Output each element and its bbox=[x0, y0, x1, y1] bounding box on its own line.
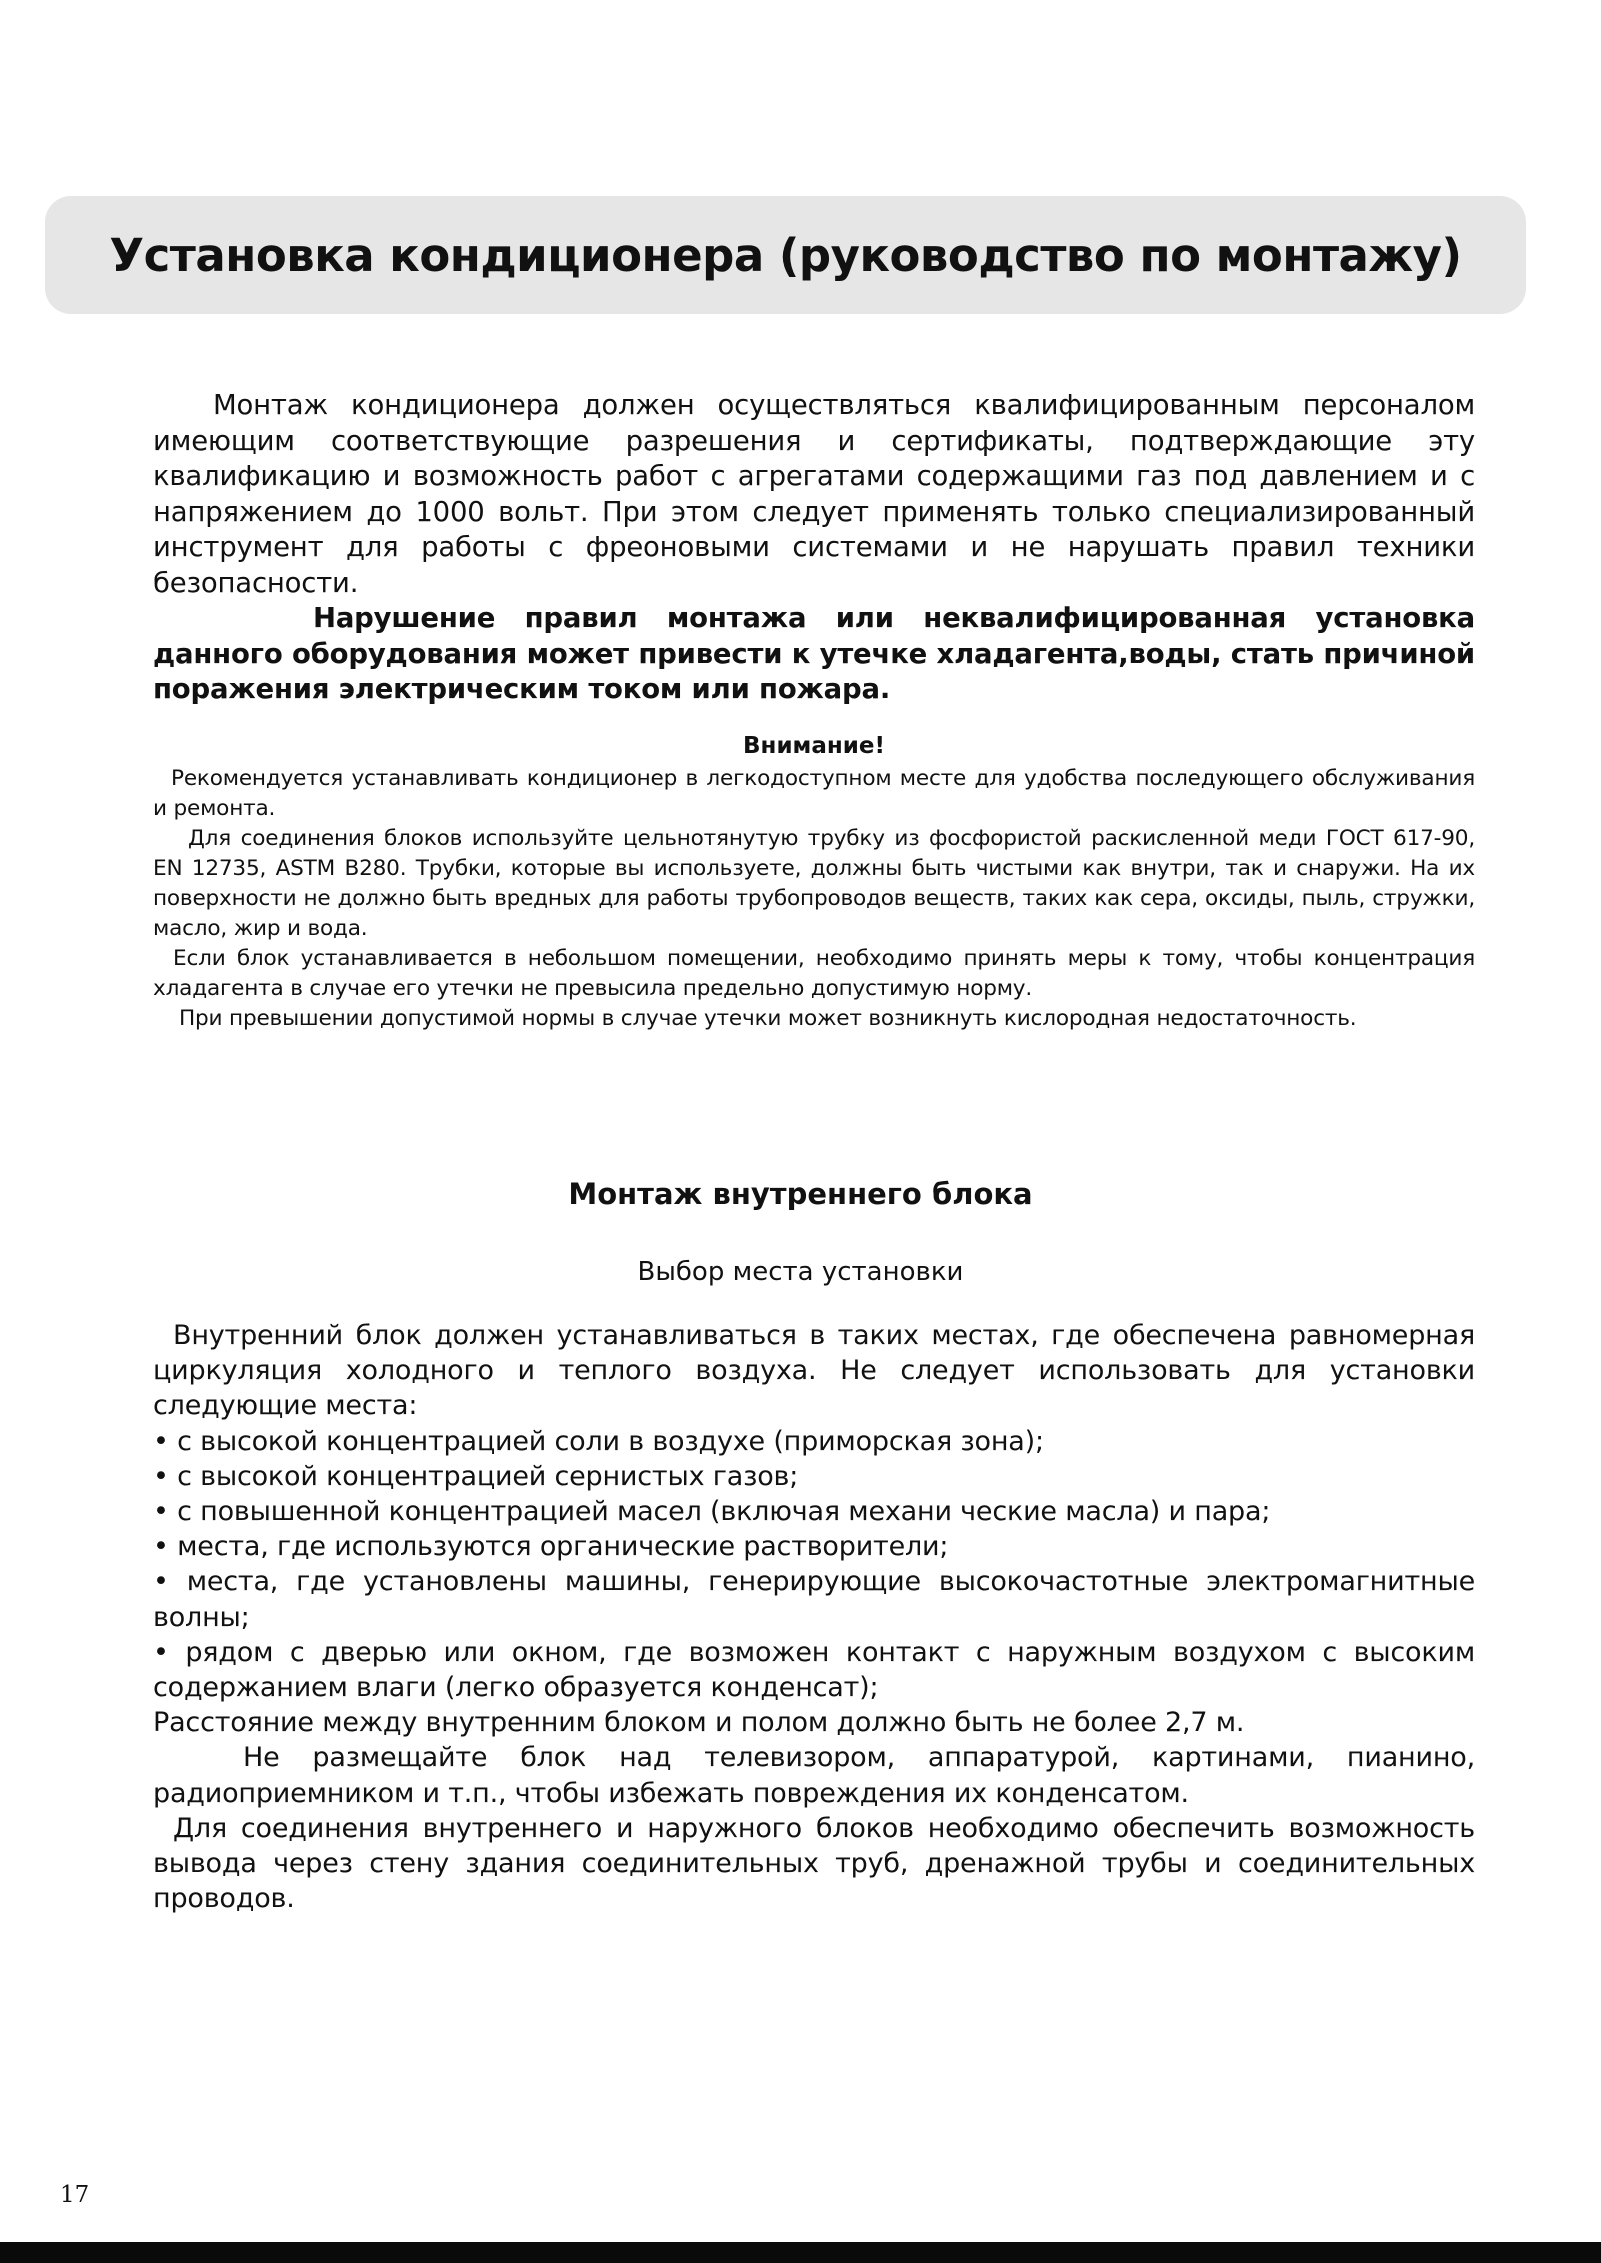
indoor-unit-section bbox=[153, 1318, 1475, 1916]
intro-paragraph: Монтаж кондиционера должен осуществляться квалифицированным персоналом имеющим соответствующие разрешения и сертификаты, подтверждающие эту квалификацию и возможность работ с агрегатами содержащими газ под давлением и с напряжением до 1000 вольт. При этом следует применять только специализированный инструмент для работы с фреоновыми системами и не нарушать правил техники безопасности. bbox=[153, 389, 1475, 599]
list-item: • с высокой концентрацией сернистых газов; bbox=[153, 1460, 799, 1492]
list-item: • с высокой концентрацией соли в воздухе (приморская зона); bbox=[153, 1425, 1044, 1457]
list-item: • места, где установлены машины, генерирующие высокочастотные электромагнитные волны; bbox=[153, 1566, 1475, 1633]
intro-section bbox=[153, 388, 1475, 708]
indoor-intro-paragraph: Внутренний блок должен устанавливаться в таких местах, где обеспечена равномерная циркуляция холодного и теплого воздуха. Не следует использовать для установки следующие места: bbox=[153, 1320, 1475, 1422]
attention-paragraph-small-room: Если блок устанавливается в небольшом помещении, необходимо принять меры к тому, чтобы концентрация хладагента в случае его утечки не превысила предельно допустимую норму. bbox=[153, 946, 1475, 1001]
distance-note: Расстояние между внутренним блоком и полом должно быть не более 2,7 м. bbox=[153, 1707, 1245, 1739]
section-subtitle: Выбор места установки bbox=[637, 1257, 964, 1287]
safety-warning: Нарушение правил монтажа или неквалифицированная установка данного оборудования может привести к утечке хладагента,воды, стать причиной поражения электрическим током или пожара. bbox=[153, 602, 1475, 705]
page-title: Установка кондиционера (руководство по монтажу) bbox=[109, 228, 1462, 282]
attention-paragraph-tubing: Для соединения блоков используйте цельнотянутую трубку из фосфористой раскисленной меди ГОСТ 617-90, EN 12735, ASTM B280. Трубки, которые вы используете, должны быть чистыми как внутри, так и снаружи. На их поверхности не должно быть вредных для работы трубопроводов веществ, таких как сера, оксиды, пыль, стружки, масло, жир и вода. bbox=[153, 826, 1475, 941]
placement-note: Не размещайте блок над телевизором, аппаратурой, картинами, пианино, радиоприемником и т.п., чтобы избежать повреждения их конденсатом. bbox=[153, 1742, 1475, 1809]
attention-section bbox=[153, 730, 1475, 1034]
unsuitable-locations-list bbox=[153, 1424, 1475, 1706]
section-title: Монтаж внутреннего блока bbox=[568, 1177, 1033, 1211]
page-number: 17 bbox=[60, 2182, 90, 2208]
attention-heading: Внимание! bbox=[743, 733, 885, 759]
attention-paragraph-oxygen: При превышении допустимой нормы в случае утечки может возникнуть кислородная недостаточность. bbox=[179, 1006, 1357, 1031]
list-item: • рядом с дверью или окном, где возможен контакт с наружным воздухом с высоким содержанием влаги (легко образуется конденсат); bbox=[153, 1636, 1475, 1704]
title-banner bbox=[45, 196, 1526, 314]
connection-note: Для соединения внутреннего и наружного блоков необходимо обеспечить возможность вывода через стену здания соединительных труб, дренажной трубы и соединительных проводов. bbox=[153, 1812, 1475, 1915]
attention-paragraph-access: Рекомендуется устанавливать кондиционер в легкодоступном месте для удобства последующего обслуживания и ремонта. bbox=[153, 766, 1475, 821]
list-item: • места, где используются органические растворители; bbox=[153, 1531, 949, 1563]
bottom-border bbox=[0, 2242, 1601, 2263]
list-item: • с повышенной концентрацией масел (включая механи ческие масла) и пара; bbox=[153, 1496, 1271, 1528]
